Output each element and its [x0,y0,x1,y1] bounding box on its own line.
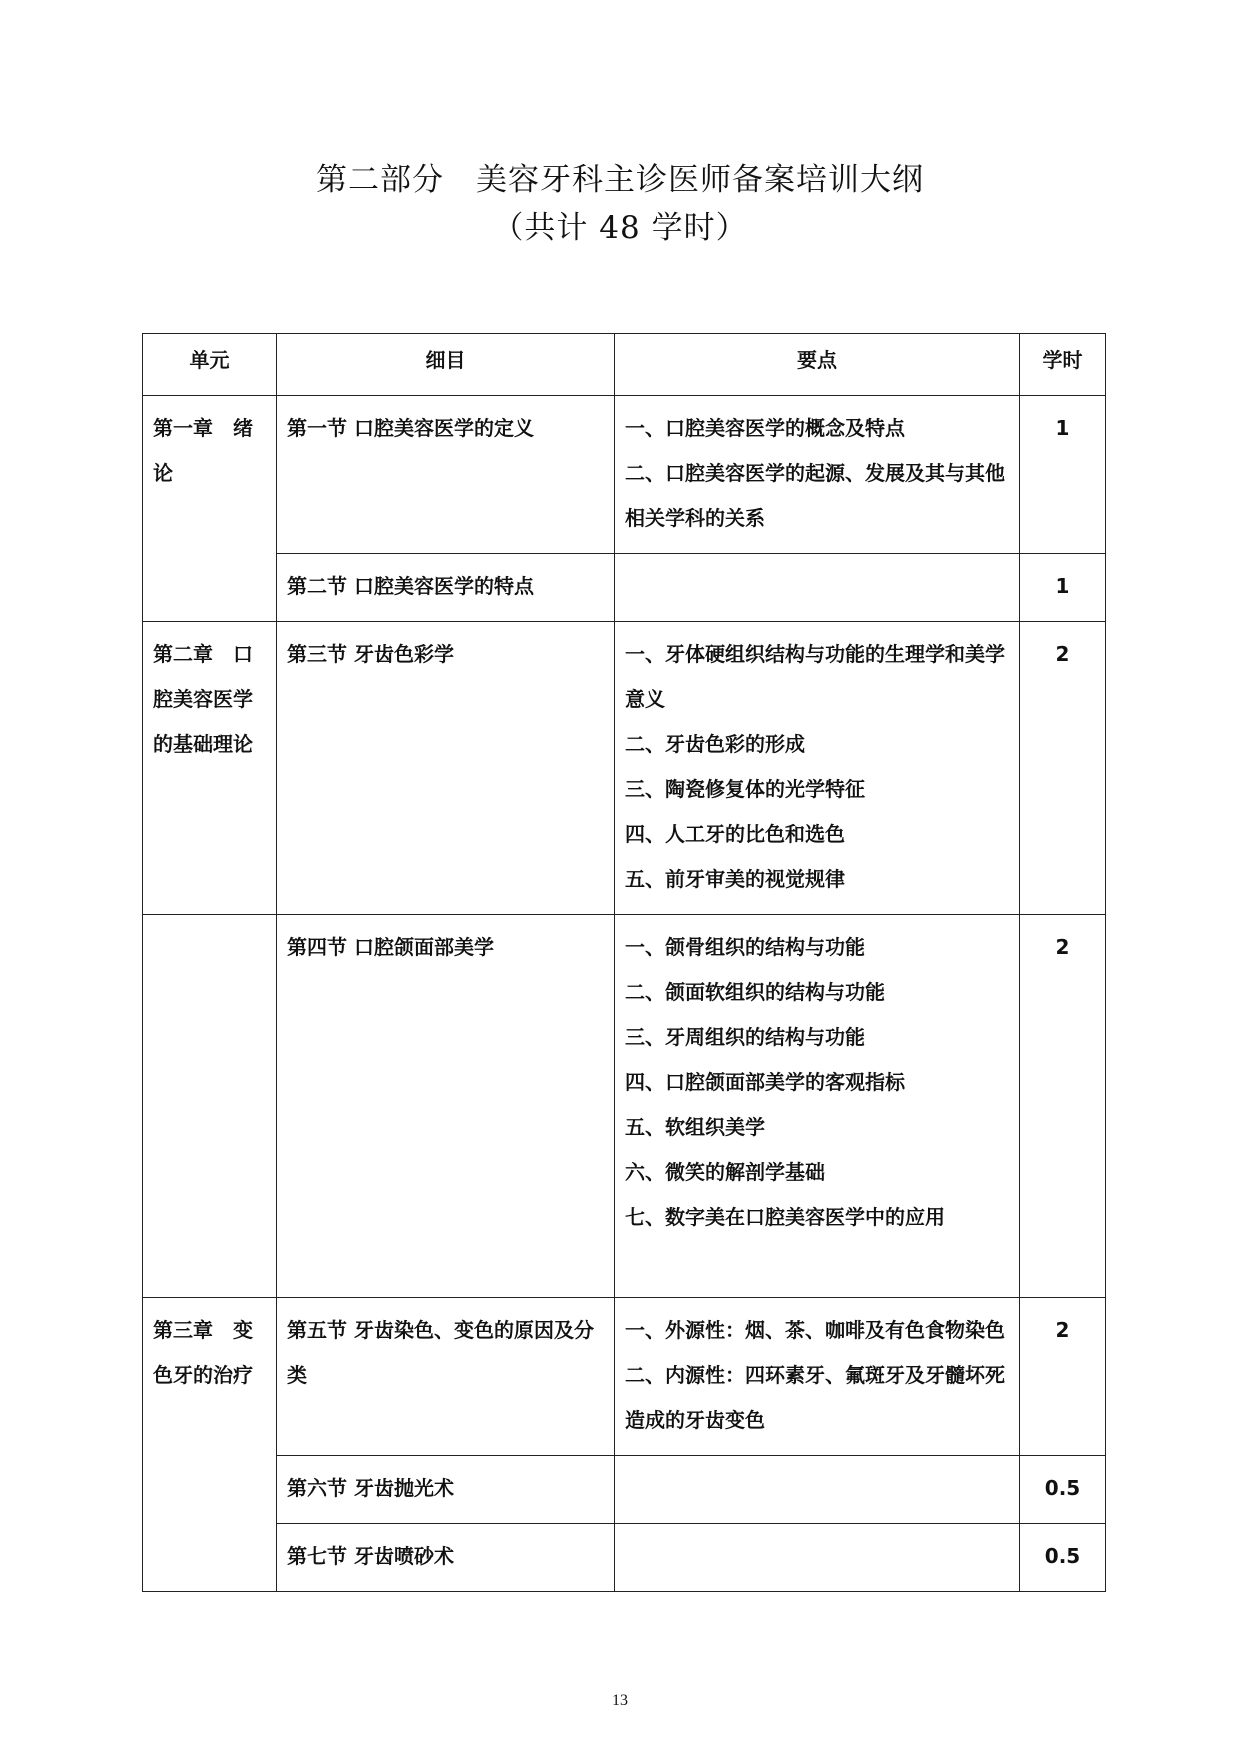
hours-cell: 0.5 [1020,1456,1106,1524]
chapter-label: 第一章 绪论 [153,416,253,485]
point-text: 三、牙周组织的结构与功能 [625,1025,865,1049]
point-text: 五、软组织美学 [625,1115,765,1139]
hours-cell: 0.5 [1020,1524,1106,1592]
item-cell: 第七节 牙齿喷砂术 [277,1524,615,1592]
point-text: 四、人工牙的比色和选色 [625,822,845,846]
point-text: 一、外源性：烟、茶、咖啡及有色食物染色 [625,1318,1005,1342]
item-cell: 第三节 牙齿色彩学 [277,622,615,915]
point-text: 六、微笑的解剖学基础 [625,1160,825,1184]
item-cell: 第四节 口腔颌面部美学 [277,915,615,1298]
points-cell [615,396,1020,554]
hours-cell: 2 [1020,622,1106,915]
hours-cell: 1 [1020,396,1106,554]
table-row [143,1456,1106,1524]
header-unit: 单元 [143,334,277,396]
point-text: 五、前牙审美的视觉规律 [625,867,845,891]
item-cell: 第六节 牙齿抛光术 [277,1456,615,1524]
page-title: 第二部分 美容牙科主诊医师备案培训大纲 [316,162,924,198]
point-text: 一、口腔美容医学的概念及特点 [625,416,905,440]
point-text: 二、内源性：四环素牙、氟斑牙及牙髓坏死造成的牙齿变色 [625,1363,1005,1432]
point-text: 二、颌面软组织的结构与功能 [625,980,885,1004]
table-row [143,554,1106,622]
header-hours: 学时 [1020,334,1106,396]
header-points: 要点 [615,334,1020,396]
points-cell [615,915,1020,1298]
table-row [143,915,1106,1298]
unit-cell [143,396,277,622]
training-outline-table [142,333,1106,1592]
point-text: 一、牙体硬组织结构与功能的生理学和美学意义 [625,642,1005,711]
chapter-label: 第二章 口腔美容医学的基础理论 [153,642,253,756]
points-cell [615,554,1020,622]
points-cell [615,1524,1020,1592]
hours-cell: 2 [1020,915,1106,1298]
table-row [143,1298,1106,1456]
page-subtitle: （共计 48 学时） [492,210,748,246]
point-text: 二、口腔美容医学的起源、发展及其与其他相关学科的关系 [625,461,1005,530]
table-row [143,396,1106,554]
table-row [143,622,1106,915]
item-cell: 第一节 口腔美容医学的定义 [277,396,615,554]
unit-cell [143,915,277,1298]
points-cell [615,1456,1020,1524]
hours-cell: 2 [1020,1298,1106,1456]
page-number: 13 [612,1692,628,1709]
point-text: 三、陶瓷修复体的光学特征 [625,777,865,801]
unit-cell [143,622,277,915]
table-row [143,1524,1106,1592]
point-text: 二、牙齿色彩的形成 [625,732,805,756]
points-cell [615,1298,1020,1456]
point-text: 四、口腔颌面部美学的客观指标 [625,1070,905,1094]
unit-cell [143,1298,277,1592]
chapter-label: 第三章 变色牙的治疗 [153,1318,253,1387]
hours-cell: 1 [1020,554,1106,622]
header-item: 细目 [277,334,615,396]
item-cell: 第五节 牙齿染色、变色的原因及分类 [277,1298,615,1456]
item-cell: 第二节 口腔美容医学的特点 [277,554,615,622]
points-cell [615,622,1020,915]
point-text: 七、数字美在口腔美容医学中的应用 [625,1205,945,1229]
point-text: 一、颌骨组织的结构与功能 [625,935,865,959]
table-header-row [143,334,1106,396]
